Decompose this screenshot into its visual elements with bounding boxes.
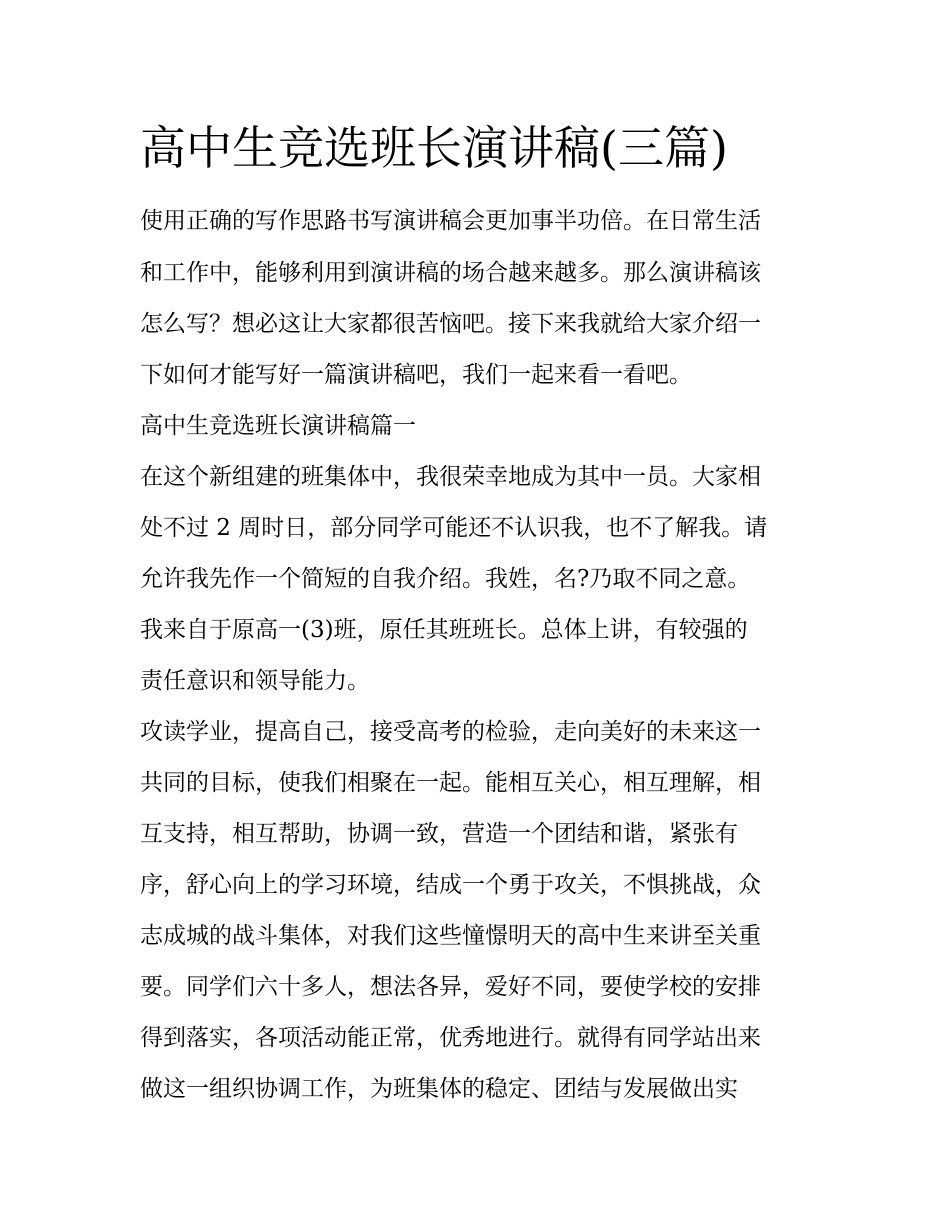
text-line: 攻读学业，提高自己，接受高考的检验，走向美好的未来这一 (140, 719, 761, 745)
text-line: 在这个新组建的班集体中，我很荣幸地成为其中一员。大家相 (140, 464, 761, 490)
document-title: 高中生竞选班长演讲稿(三篇) (140, 121, 728, 175)
text-line: 我来自于原高一(3)班，原任其班班长。总体上讲，有较强的 (140, 617, 748, 643)
text-line: 怎么写？想必这让大家都很苦恼吧。接下来我就给大家介绍一 (140, 311, 761, 337)
text-line: 下如何才能写好一篇演讲稿吧，我们一起来看一看吧。 (140, 362, 692, 388)
text-line: 允许我先作一个简短的自我介绍。我姓，名?乃取不同之意。 (140, 566, 751, 592)
text-line: 互支持，相互帮助，协调一致，营造一个团结和谐，紧张有 (140, 821, 738, 847)
text-line: 做这一组织协调工作，为班集体的稳定、团结与发展做出实 (140, 1076, 738, 1102)
text-line: 志成城的战斗集体，对我们这些憧憬明天的高中生来讲至关重 (140, 923, 761, 949)
text-line: 使用正确的写作思路书写演讲稿会更加事半功倍。在日常生活 (140, 208, 761, 234)
text-line: 处不过 2 周时日，部分同学可能还不认识我，也不了解我。请 (140, 515, 768, 541)
section-heading: 高中生竞选班长演讲稿篇一 (140, 413, 416, 439)
text-line: 序，舒心向上的学习环境，结成一个勇于攻关，不惧挑战，众 (140, 872, 761, 898)
text-line: 责任意识和领导能力。 (140, 668, 370, 694)
text-line: 和工作中，能够利用到演讲稿的场合越来越多。那么演讲稿该 (140, 260, 761, 286)
text-line: 共同的目标，使我们相聚在一起。能相互关心，相互理解，相 (140, 770, 761, 796)
text-line: 得到落实，各项活动能正常，优秀地进行。就得有同学站出来 (140, 1025, 761, 1051)
text-line: 要。同学们六十多人，想法各异，爱好不同，要使学校的安排 (140, 974, 761, 1000)
